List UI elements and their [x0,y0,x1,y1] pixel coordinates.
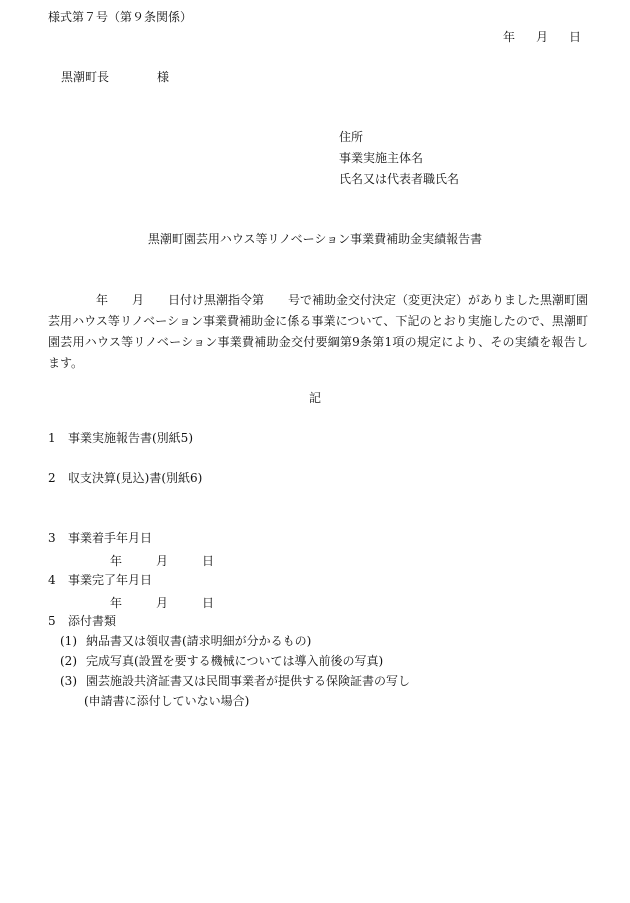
date-month-label: 月 [156,554,169,568]
completion-date-line [110,597,248,609]
date-day-label: 日 [202,596,215,610]
attachment-number: (3) [60,674,77,688]
recipient [61,71,169,83]
item-text: 事業完了年月日 [68,573,153,587]
item-text: 事業実施報告書(別紙5) [68,431,193,445]
start-date-line [110,555,248,567]
representative-name-label: 氏名又は代表者職氏名 [339,172,460,186]
item-4 [48,574,152,586]
attachment-1 [60,635,311,647]
item-number: 2 [48,471,56,485]
date-day-label: 日 [202,554,215,568]
attachment-2 [60,655,383,667]
item-2 [48,472,202,484]
attachment-text: 納品書又は領収書(請求明細が分かるもの) [86,634,312,648]
form-number: 様式第７号（第９条関係） [48,10,193,24]
submission-date [503,31,581,43]
attachment-number: (2) [60,654,77,668]
item-text: 添付書類 [68,614,117,628]
attachment-number: (1) [60,634,77,648]
body-text [48,290,588,374]
date-month-label: 月 [536,30,549,44]
attachment-note: (申請書に添付していない場合) [84,694,250,708]
date-year-label: 年 [503,30,516,44]
item-1 [48,432,193,444]
item-number: 5 [48,614,56,628]
recipient-honorific: 様 [157,70,170,84]
date-year-label: 年 [110,596,123,610]
item-3 [48,532,152,544]
document-title: 黒潮町園芸用ハウス等リノベーション事業費補助金実績報告書 [147,232,483,246]
recipient-name: 黒潮町長 [61,70,110,84]
date-day-label: 日 [569,30,582,44]
entity-name-label: 事業実施主体名 [339,151,424,165]
item-text: 収支決算(見込)書(別紙6) [68,471,203,485]
attachment-text: 園芸施設共済証書又は民間事業者が提供する保険証書の写し [86,674,411,688]
item-5 [48,615,116,627]
attachment-3 [60,675,410,687]
item-number: 4 [48,573,56,587]
attachment-text: 完成写真(設置を要する機械については導入前後の写真) [86,654,384,668]
item-number: 3 [48,531,56,545]
body-paragraph: 年 月 日付け黒潮指令第 号で補助金交付決定（変更決定）がありました黒潮町園芸用ハウス等リノベーション事業費補助金に係る事業について、下記のとおり実施したので、黒潮町園芸用ハウス等リノベーション事業費補助金交付要綱第9条第1項の規定により、その実績を報告します。 [48,293,589,370]
applicant-block [339,131,459,194]
address-label: 住所 [339,130,364,144]
date-year-label: 年 [110,554,123,568]
ki-heading: 記 [308,391,321,405]
date-month-label: 月 [156,596,169,610]
item-text: 事業着手年月日 [68,531,153,545]
item-number: 1 [48,431,56,445]
